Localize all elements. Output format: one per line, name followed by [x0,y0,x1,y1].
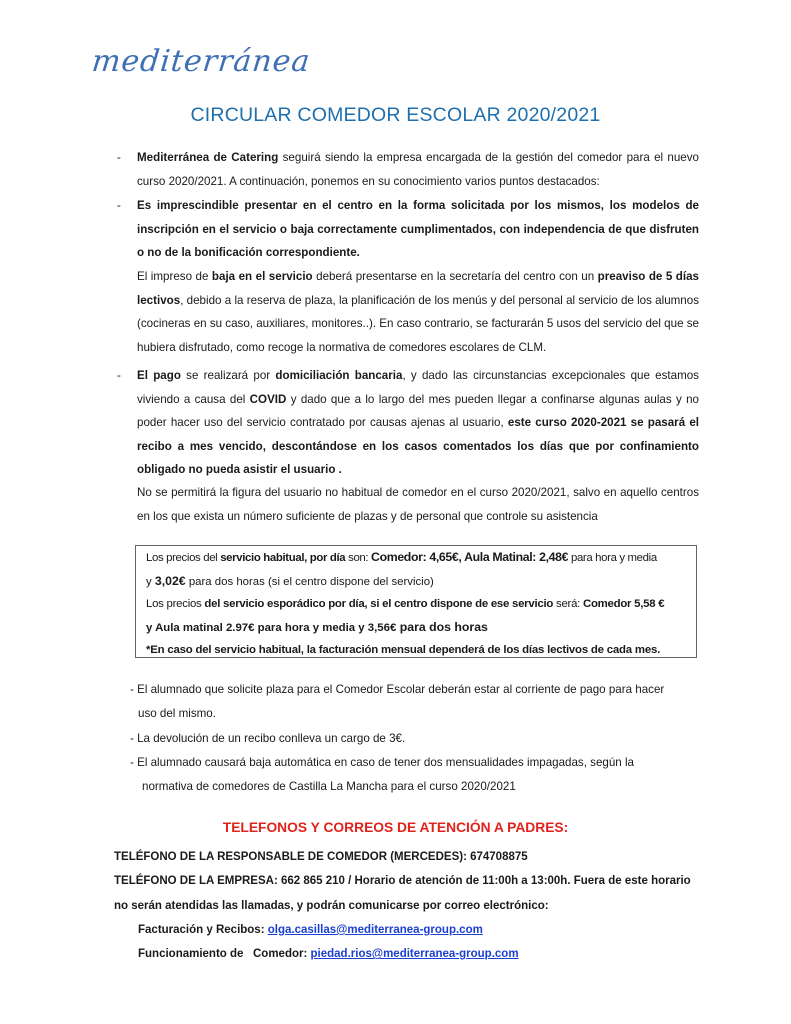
paragraph-non-habitual-users: No se permitirá la figura del usuario no habitual de comedor en el curso 2020/2021, salvo en aquello centros en los que exista un número suficiente de plazas y de personal que controle su asistencia [137,486,699,523]
document-title: CIRCULAR COMEDOR ESCOLAR 2020/2021 [190,104,601,126]
prices-box [135,545,697,658]
bullet-marker: - [117,151,121,164]
notes-list [130,678,690,799]
contacts-section [114,845,704,966]
company-name: Mediterránea de Catering [137,151,279,164]
manager-phone-line: TELÉFONO DE LA RESPONSABLE DE COMEDOR (MERCEDES): 674708875 [114,851,528,863]
billing-email-link[interactable]: olga.casillas@mediterranea-group.com [267,923,483,936]
company-phone-line: TELÉFONO DE LA EMPRESA: 662 865 210 / Horario de atención de 11:00h a 13:00h. Fuera de este horario [114,875,691,888]
note-item: - El alumnado que solicite plaza para el Comedor Escolar deberán estar al corriente de pago para hacer [130,683,665,696]
prices-line-4: y Aula matinal 2.97€ para hora y media y 3,56€ para dos horas [146,619,488,634]
operations-email-link[interactable]: piedad.rios@mediterranea-group.com [310,948,519,961]
note-item: - El alumnado causará baja automática en caso de tener dos mensualidades impagadas, según la [130,755,634,769]
email-intro-line: no serán atendidas las llamadas, y podrán comunicarse por correo electrónico: [114,899,549,912]
prices-line-2: y 3,02€ para dos horas (si el centro dispone del servicio) [146,573,434,588]
company-logo: mediterránea [90,44,313,79]
note-item: uso del mismo. [138,707,216,721]
operations-contact: Funcionamiento de Comedor: piedad.rios@mediterranea-group.com [138,948,519,961]
paragraph-cancellation-notice: El impreso de baja en el servicio deberá presentarse en la secretaría del centro con un preaviso de 5 días lectivos, debido a la reserva de plaza, la planificación de los menús y del personal al servicio de los alumnos (cocineras en su caso, auxiliares, monitores..). En caso contrario, se facturarán 5 usos del servicio del que se hubiera disfrutado, como recoge la normativa de comedores escolares de CLM. [137,270,700,354]
paragraph-payment: El pago se realizará por domiciliación bancaria, y dado las circunstancias excepcionales que estamos viviendo a causa del COVID y dado que a lo largo del mes pueden llegar a confinarse algunas aulas y no poder hacer uso del servicio contratado por causas ajenas al usuario, este curso 2020-2021 se pasará el recibo a mes vencido, descontándose en los casos comentados los días que por confinamiento obligado no pueda asistir el usuario . [137,369,700,476]
bullet-marker: - [117,369,121,382]
note-item: - La devolución de un recibo conlleva un cargo de 3€. [130,731,406,745]
paragraph-catering-company: Mediterránea de Catering seguirá siendo la empresa encargada de la gestión del comedor para el nuevo curso 2020/2021. A continuación, ponemos en su conocimiento varios puntos destacados: [137,151,700,188]
bullet-marker: - [117,199,121,212]
note-item: normativa de comedores de Castilla La Mancha para el curso 2020/2021 [142,780,516,794]
prices-line-3: Los precios del servicio esporádico por día, si el centro dispone de ese servicio será: Comedor 5,58 € [146,598,665,611]
contacts-heading: TELEFONOS Y CORREOS DE ATENCIÓN A PADRES: [222,820,569,835]
prices-line-1: Los precios del servicio habitual, por día son: Comedor: 4,65€, Aula Matinal: 2,48€ para hora y media [146,550,657,564]
billing-contact: Facturación y Recibos: olga.casillas@mediterranea-group.com [138,923,483,936]
paragraph-registration-forms: Es imprescindible presentar en el centro en la forma solicitada por los mismos, los modelos de inscripción en el servicio o baja correctamente cumplimentados, con independencia de que disfruten o no de la bonificación correspondiente. [137,199,699,259]
prices-footnote: *En caso del servicio habitual, la facturación mensual dependerá de los días lectivos de cada mes. [146,644,661,657]
